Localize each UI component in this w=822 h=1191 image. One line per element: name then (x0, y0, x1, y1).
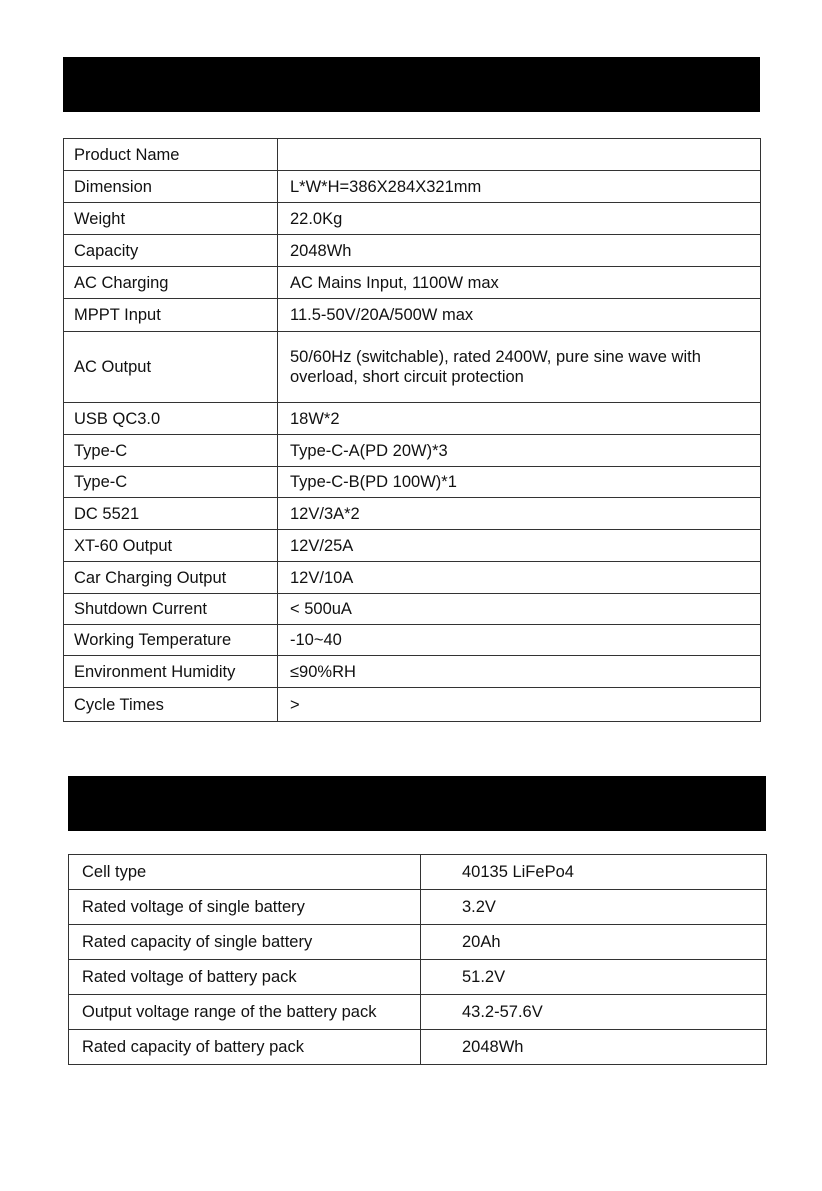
row-label: Type-C (64, 467, 278, 498)
row-value: 50/60Hz (switchable), rated 2400W, pure sine wave with overload, short circuit protection (278, 332, 761, 403)
table-row (64, 235, 761, 267)
row-value: 3.2V (421, 890, 767, 925)
row-value: -10~40 (278, 625, 761, 656)
table-row (64, 403, 761, 435)
row-label: XT-60 Output (64, 530, 278, 562)
row-label: Working Temperature (64, 625, 278, 656)
row-label: AC Charging (64, 267, 278, 299)
row-value: 12V/25A (278, 530, 761, 562)
row-label: USB QC3.0 (64, 403, 278, 435)
row-label: Weight (64, 203, 278, 235)
row-value: Type-C-A(PD 20W)*3 (278, 435, 761, 467)
battery-table (68, 854, 767, 1065)
row-value: L*W*H=386X284X321mm (278, 171, 761, 203)
row-value: 51.2V (421, 960, 767, 995)
row-value: 11.5-50V/20A/500W max (278, 299, 761, 332)
row-label: Rated capacity of battery pack (69, 1030, 421, 1065)
spec-table (63, 138, 761, 722)
spec-section-header-bar (63, 57, 760, 112)
table-row (64, 688, 761, 722)
row-label: Environment Humidity (64, 656, 278, 688)
table-row (64, 594, 761, 625)
row-value: Type-C-B(PD 100W)*1 (278, 467, 761, 498)
table-row (64, 498, 761, 530)
row-label: Rated voltage of single battery (69, 890, 421, 925)
table-row (69, 855, 767, 890)
row-label: Dimension (64, 171, 278, 203)
table-row (64, 530, 761, 562)
row-label: MPPT Input (64, 299, 278, 332)
row-label: Product Name (64, 139, 278, 171)
row-label: Rated capacity of single battery (69, 925, 421, 960)
row-label: Type-C (64, 435, 278, 467)
table-row (69, 925, 767, 960)
table-row (64, 139, 761, 171)
row-label: Capacity (64, 235, 278, 267)
row-label: Shutdown Current (64, 594, 278, 625)
table-row (64, 203, 761, 235)
table-row (64, 656, 761, 688)
table-row (64, 625, 761, 656)
row-label: AC Output (64, 332, 278, 403)
table-row (64, 299, 761, 332)
row-label: DC 5521 (64, 498, 278, 530)
row-value: 43.2-57.6V (421, 995, 767, 1030)
row-value: 18W*2 (278, 403, 761, 435)
row-value: 2048Wh (278, 235, 761, 267)
row-value: 20Ah (421, 925, 767, 960)
row-label: Cell type (69, 855, 421, 890)
table-row (69, 960, 767, 995)
row-value: 12V/10A (278, 562, 761, 594)
table-row (64, 562, 761, 594)
table-row (64, 267, 761, 299)
row-label: Car Charging Output (64, 562, 278, 594)
row-value: 22.0Kg (278, 203, 761, 235)
row-label: Output voltage range of the battery pack (69, 995, 421, 1030)
row-value: 2048Wh (421, 1030, 767, 1065)
row-value: < 500uA (278, 594, 761, 625)
row-label: Cycle Times (64, 688, 278, 722)
table-row (64, 435, 761, 467)
table-row (69, 1030, 767, 1065)
table-row (64, 467, 761, 498)
row-value: ≤90%RH (278, 656, 761, 688)
row-value (278, 139, 761, 171)
row-value: 40135 LiFePo4 (421, 855, 767, 890)
row-value: > (278, 688, 761, 722)
table-row (69, 890, 767, 925)
table-row (64, 171, 761, 203)
row-value: 12V/3A*2 (278, 498, 761, 530)
row-label: Rated voltage of battery pack (69, 960, 421, 995)
table-row (69, 995, 767, 1030)
battery-section-header-bar (68, 776, 766, 831)
table-row (64, 332, 761, 403)
row-value: AC Mains Input, 1100W max (278, 267, 761, 299)
